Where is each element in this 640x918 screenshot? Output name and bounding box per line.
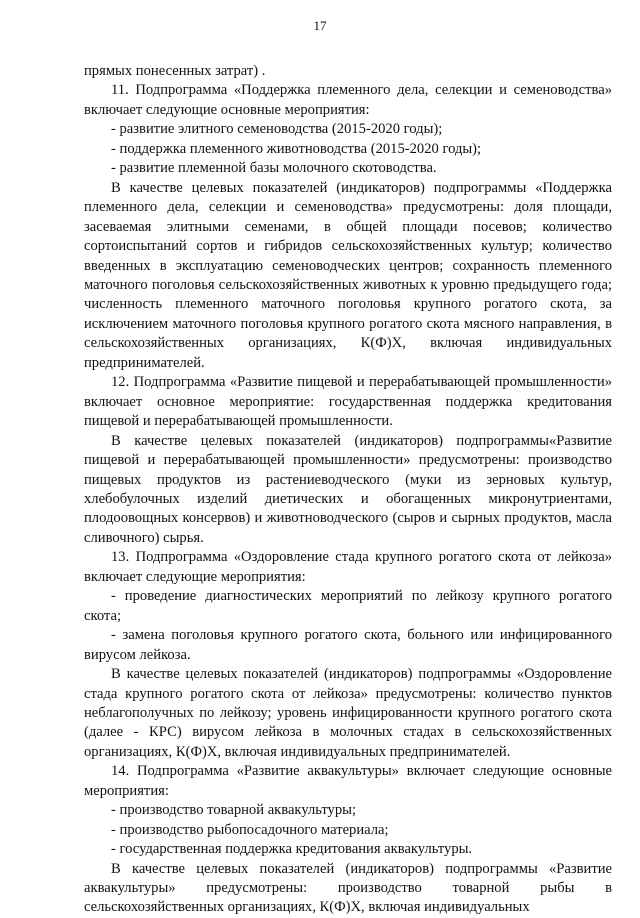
paragraph: В качестве целевых показателей (индикаторов) подпрограммы«Развитие пищевой и перерабатывающей промышленности» предусмотрены: производство пищевых продуктов из растениеводческого (муки из зерновых культур, хлебобулочных изделий диетических и обогащенных микронутриентами, плодоовощных консервов) и животноводческого (сыров и сырных продуктов, масла сливочного) сырья. [84,432,612,546]
paragraph: 11. Подпрограмма «Поддержка племенного дела, селекции и семеноводства» включает следующие основные мероприятия: [84,82,612,118]
paragraph: В качестве целевых показателей (индикаторов) подпрограммы «Развитие аквакультуры» предусмотрены: производство товарной рыбы в сельскохозяйственных организациях, К(Ф)Х, включая индивидуальных [84,860,612,916]
paragraph: В качестве целевых показателей (индикаторов) подпрограммы «Оздоровление стада крупного рогатого скота от лейкоза» предусмотрены: количество пунктов неблагополучных по лейкозу; уровень инфицированности крупного рогатого скота (далее - КРС) вирусом лейкоза в молочных стадах в сельскохозяйственных организациях, К(Ф)Х, включая индивидуальных предпринимателей. [84,666,612,760]
list-item: - производство товарной аквакультуры; [111,802,356,819]
document-body [84,62,612,918]
paragraph: 14. Подпрограмма «Развитие аквакультуры» включает следующие основные мероприятия: [84,763,612,799]
list-item: - производство рыбопосадочного материала; [111,821,389,838]
page-number: 17 [313,18,327,33]
paragraph: В качестве целевых показателей (индикаторов) подпрограммы «Поддержка племенного дела, селекции и семеноводства» предусмотрены: доля площади, засеваемая элитными семенами, в общей площади посевов; количество сортоиспытаний сортов и гибридов сельскохозяйственных культур; количество введенных в эксплуатацию семеноводческих центров; сохранность племенного маточного поголовья сельскохозяйственных животных к уровню предыдущего года; численность племенного маточного поголовья крупного рогатого скота, за исключением маточного поголовья крупного рогатого скота мясного направления, в сельскохозяйственных организациях, К(Ф)Х, включая индивидуальных предпринимателей. [84,179,612,371]
list-item: - развитие элитного семеноводства (2015-2020 годы); [111,121,443,138]
list-item: - развитие племенной базы молочного скотоводства. [111,160,437,177]
paragraph: 12. Подпрограмма «Развитие пищевой и перерабатывающей промышленности» включает основное мероприятие: государственная поддержка кредитования пищевой и перерабатывающей промышленности. [84,374,612,430]
paragraph: прямых понесенных затрат) . [84,63,266,79]
list-item: - проведение диагностических мероприятий по лейкозу крупного рогатого скота; [84,588,612,624]
list-item: - государственная поддержка кредитования аквакультуры. [111,841,473,858]
paragraph: 13. Подпрограмма «Оздоровление стада крупного рогатого скота от лейкоза» включает следующие мероприятия: [84,549,612,585]
list-item: - поддержка племенного животноводства (2015-2020 годы); [111,140,482,157]
list-item: - замена поголовья крупного рогатого скота, больного или инфицированного вирусом лейкоза. [84,627,612,663]
